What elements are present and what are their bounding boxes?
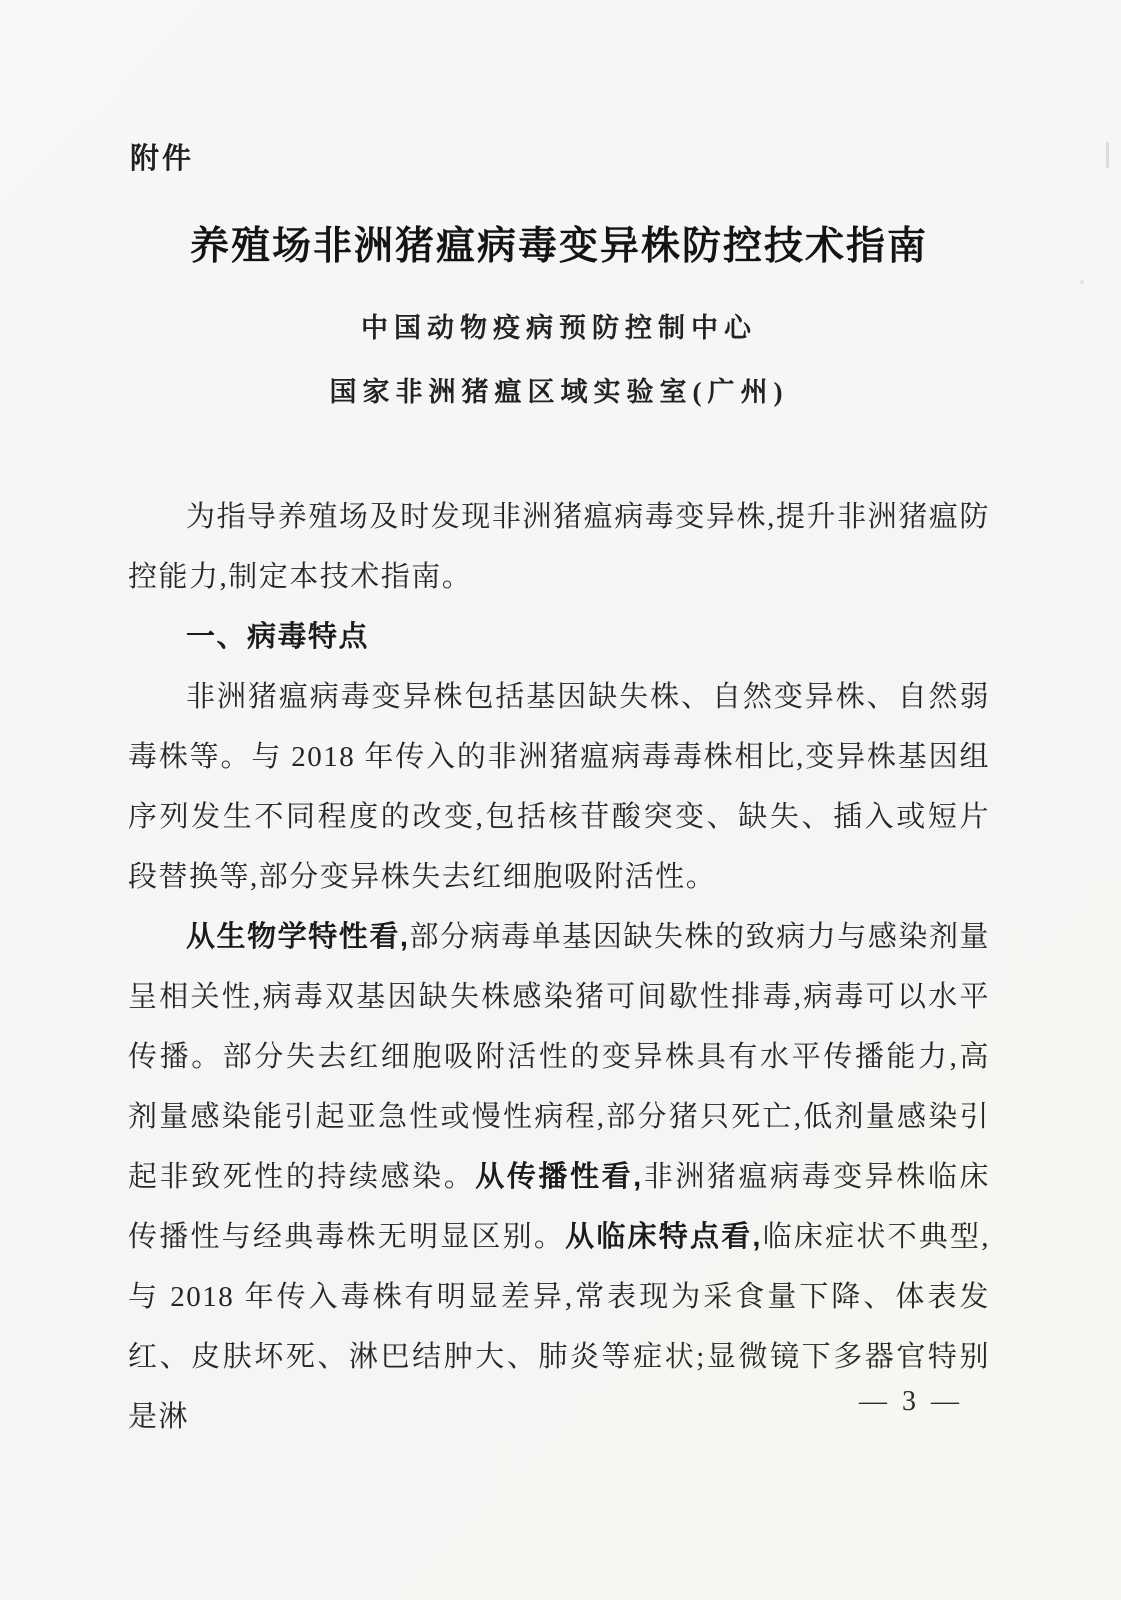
page-number: — 3 —: [859, 1386, 963, 1417]
document-body: [128, 487, 990, 1447]
paragraph-variant-characteristics: [128, 907, 990, 1447]
paragraph-variant-types: 非洲猪瘟病毒变异株包括基因缺失株、自然变异株、自然弱毒株等。与 2018 年传入的非洲猪瘟病毒毒株相比,变异株基因组序列发生不同程度的改变,包括核苷酸突变、缺失、插入或短片段替换等,部分变异株失去红细胞吸附活性。: [128, 681, 990, 893]
intro-paragraph: 为指导养殖场及时发现非洲猪瘟病毒变异株,提升非洲猪瘟防控能力,制定本技术指南。: [128, 501, 990, 593]
text-biological: 部分病毒单基因缺失株的致病力与感染剂量呈相关性,病毒双基因缺失株感染猪可间歇性排毒,病毒可以水平传播。部分失去红细胞吸附活性的变异株具有水平传播能力,高剂量感染能引起亚急性或慢性病程,部分猪只死亡,低剂量感染引起非致死性的持续感染。: [128, 921, 990, 1193]
text-transmission: 非洲猪瘟病毒变异株临床传播性与经典毒株无明显区别。: [128, 1161, 990, 1253]
org-name-secondary: 国家非洲猪瘟区域实验室(广州): [329, 377, 789, 407]
scan-artifact-dot: [1080, 280, 1084, 284]
inline-heading-biological: 从生物学特性看,: [186, 921, 410, 953]
inline-heading-clinical: 从临床特点看,: [565, 1221, 762, 1253]
section-heading-virus-characteristics: 一、病毒特点: [186, 621, 370, 653]
attachment-label: 附件: [130, 143, 195, 175]
inline-heading-transmission: 从传播性看,: [475, 1161, 643, 1193]
org-name-primary: 中国动物疫病预防控制中心: [361, 313, 757, 343]
text-clinical: 临床症状不典型,与 2018 年传入毒株有明显差异,常表现为采食量下降、体表发红、皮肤坏死、淋巴结肿大、肺炎等症状;显微镜下多器官特别是淋: [128, 1221, 990, 1433]
scan-artifact-line: [1106, 142, 1109, 168]
document-title: 养殖场非洲猪瘟病毒变异株防控技术指南: [189, 225, 928, 268]
